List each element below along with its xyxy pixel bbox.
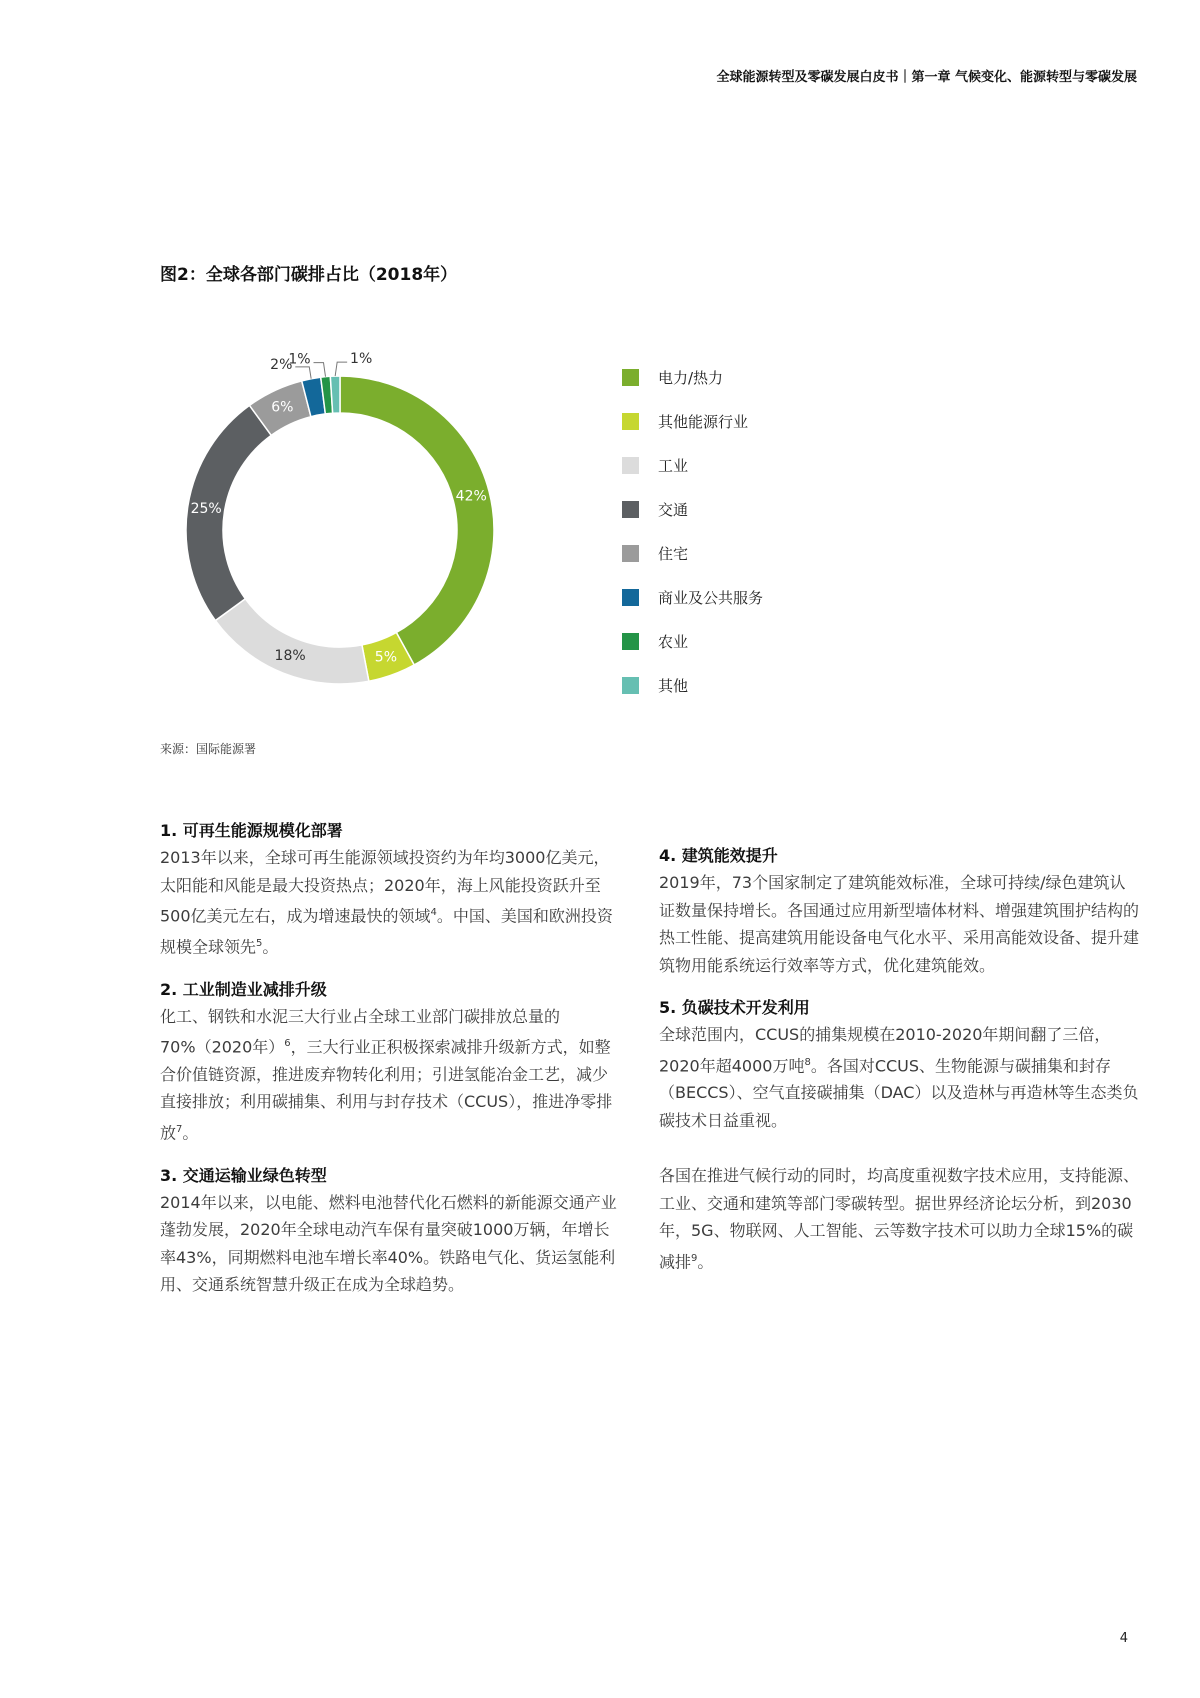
section-title: 4. 建筑能效提升: [659, 846, 778, 865]
footnote-ref: 5: [256, 937, 263, 949]
legend-item: [622, 531, 763, 575]
section-title: 5. 负碳技术开发利用: [659, 998, 810, 1017]
donut-slice: [215, 599, 368, 684]
legend-label: 其他能源行业: [658, 412, 749, 431]
legend-item: [622, 399, 763, 443]
section-body: 全球范围内，CCUS的捕集规模在2010-2020年期间翻了三倍，2020年超4000万吨$^8$。各国对CCUS、生物能源与碳捕集和封存（BECCS）、空气直接碳捕集（DAC）以及造林与再造林等生态类负碳技术日益重视。: [659, 1025, 1139, 1130]
section-body: 化工、钢铁和水泥三大行业占全球工业部门碳排放总量的70%（2020年）$^6$，三大行业正积极探索减排升级新方式，如整合价值链资源，推进废弃物转化利用；引进氢能冶金工艺，减少直接排放；利用碳捕集、利用与封存技术（CCUS），推进净零排放$^7$。: [160, 1006, 613, 1143]
figure-source: 来源：国际能源署: [160, 742, 257, 756]
slice-label: 25%: [190, 500, 222, 517]
slice-label: 6%: [271, 399, 294, 416]
section-transport: [160, 1163, 620, 1299]
section-digital: [659, 1162, 1139, 1275]
page-header: 全球能源转型及零碳发展白皮书｜第一章 气候变化、能源转型与零碳发展: [716, 70, 1137, 85]
legend-swatch: [622, 633, 639, 650]
right-column: [659, 843, 1139, 1292]
legend-swatch: [622, 677, 639, 694]
label-leader-line: [295, 367, 311, 379]
legend-swatch: [622, 369, 639, 386]
footnote-ref: 9: [691, 1252, 698, 1264]
legend-swatch: [622, 413, 639, 430]
legend-item: [622, 355, 763, 399]
page-number: 4: [1119, 1631, 1128, 1646]
section-negative-carbon: [659, 995, 1139, 1134]
donut-chart: [160, 330, 520, 690]
section-title: 3. 交通运输业绿色转型: [160, 1165, 327, 1185]
slice-label: 1%: [350, 351, 373, 368]
legend-item: [622, 663, 763, 707]
legend-label: 交通: [658, 500, 689, 519]
section-title: 2. 工业制造业减排升级: [160, 979, 327, 999]
legend-item: [622, 487, 763, 531]
legend-label: 工业: [658, 456, 689, 475]
figure-title: 图2：全球各部门碳排占比（2018年）: [160, 265, 458, 285]
slice-label: 1%: [288, 351, 311, 368]
section-renewables: [160, 818, 620, 961]
slice-label: 5%: [374, 649, 398, 666]
section-body: 2019年，73个国家制定了建筑能效标准，全球可持续/绿色建筑认证数量保持增长。各国通过应用新型墙体材料、增强建筑围护结构的热工性能、提高建筑用能设备电气化水平、采用高能效设备、提升建筑物用能系统运行效率等方式，优化建筑能效。: [659, 873, 1140, 975]
section-body: 各国在推进气候行动的同时，均高度重视数字技术应用，支持能源、工业、交通和建筑等部门零碳转型。据世界经济论坛分析，到2030年，5G、物联网、人工智能、云等数字技术可以助力全球15%的碳减排$^9$。: [659, 1166, 1140, 1272]
footnote-ref: 4: [430, 907, 437, 918]
donut-slice: [330, 376, 340, 413]
legend-swatch: [622, 501, 639, 518]
section-title: 1. 可再生能源规模化部署: [160, 821, 343, 840]
section-body: 2014年以来，以电能、燃料电池替代化石燃料的新能源交通产业蓬勃发展，2020年全球电动汽车保有量突破1000万辆，年增长率43%，同期燃料电池车增长率40%。铁路电气化、货运氢能利用、交通系统智慧升级正在成为全球趋势。: [160, 1192, 617, 1295]
label-leader-line: [335, 362, 347, 376]
section-body: 2013年以来，全球可再生能源领域投资约为年均3000亿美元，太阳能和风能是最大投资热点；2020年，海上风能投资跃升至500亿美元左右，成为增速最快的领域$^4$。中国、美国和欧洲投资规模全球领先$^5$。: [160, 848, 613, 957]
legend-swatch: [622, 589, 639, 606]
slice-label: 2%: [270, 356, 293, 373]
left-column: [160, 818, 620, 1315]
legend-label: 商业及公共服务: [658, 588, 764, 607]
footnote-ref: 6: [284, 1038, 291, 1050]
donut-slice: [340, 376, 494, 665]
chart-legend: [622, 355, 763, 707]
label-leader-line: [314, 363, 326, 377]
footnote-ref: 7: [176, 1123, 183, 1135]
footnote-ref: 8: [804, 1056, 811, 1068]
section-buildings: [659, 843, 1139, 979]
legend-label: 住宅: [658, 544, 689, 563]
legend-swatch: [622, 457, 639, 474]
section-industry: [160, 977, 620, 1147]
legend-item: [622, 575, 763, 619]
legend-label: 其他: [658, 676, 689, 695]
legend-item: [622, 443, 763, 487]
legend-item: [622, 619, 763, 663]
legend-label: 农业: [658, 632, 689, 651]
legend-swatch: [622, 545, 639, 562]
slice-label: 42%: [455, 488, 487, 505]
legend-label: 电力/热力: [658, 368, 724, 387]
slice-label: 18%: [274, 647, 306, 664]
